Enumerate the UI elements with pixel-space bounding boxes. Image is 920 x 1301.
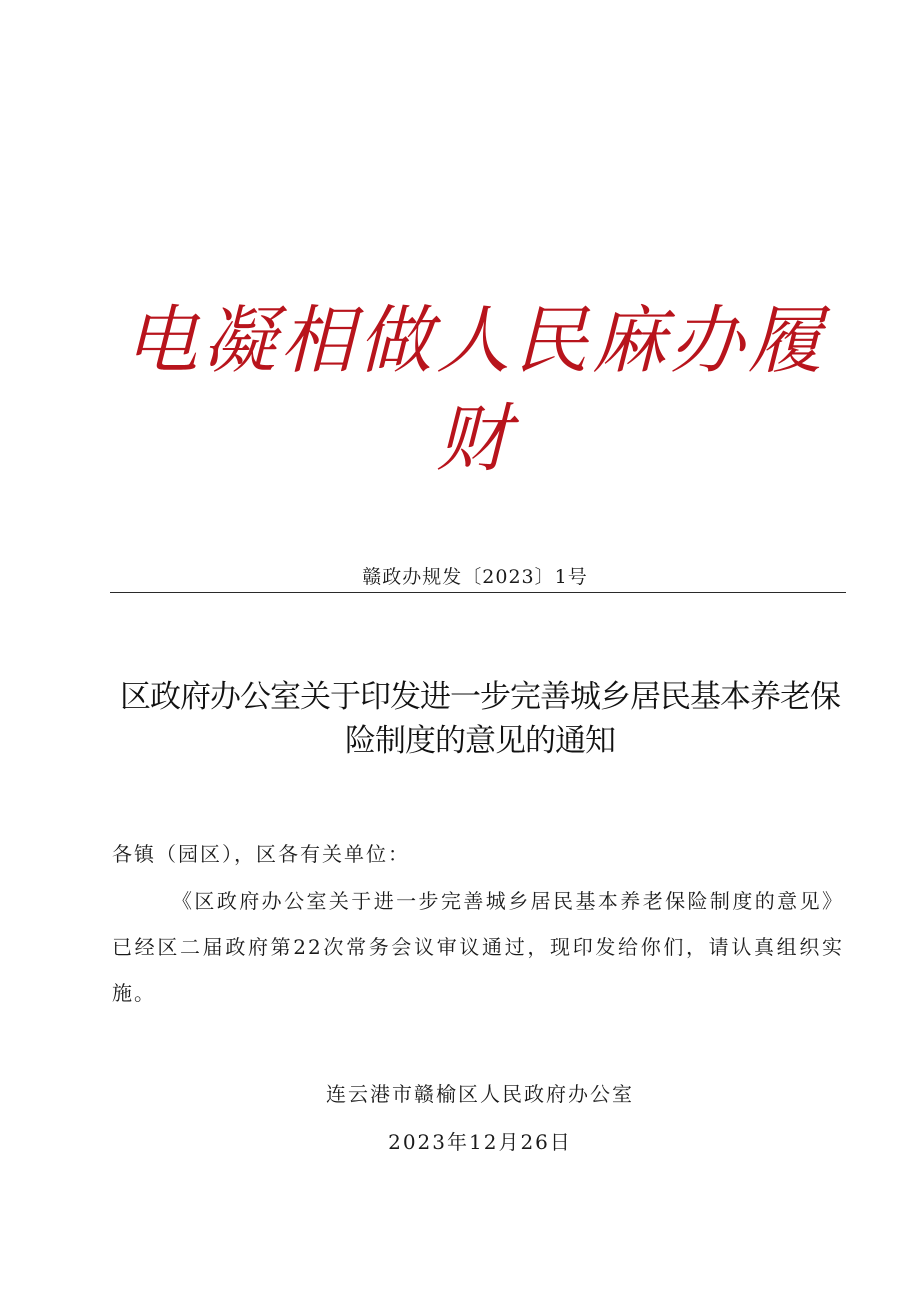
signature-organization: 连云港市赣榆区人民政府办公室 [326,1082,634,1106]
notice-title: 区政府办公室关于印发进一步完善城乡居民基本养老保险制度的意见的通知 [120,679,840,759]
signature-date: 2023年12月26日 [388,1130,572,1154]
header-divider-line [110,592,846,593]
document-number: 赣政办规发〔2023〕1号 [362,566,588,588]
salutation: 各镇（园区），区各有关单位： [112,842,410,866]
body-paragraph: 《区政府办公室关于进一步完善城乡居民基本养老保险制度的意见》已经区二届政府第22次常务会议审议通过，现印发给你们，请认真组织实施。 [112,889,844,1005]
issuer-header-title: 电凝相做人民麻办履财 [124,298,826,482]
